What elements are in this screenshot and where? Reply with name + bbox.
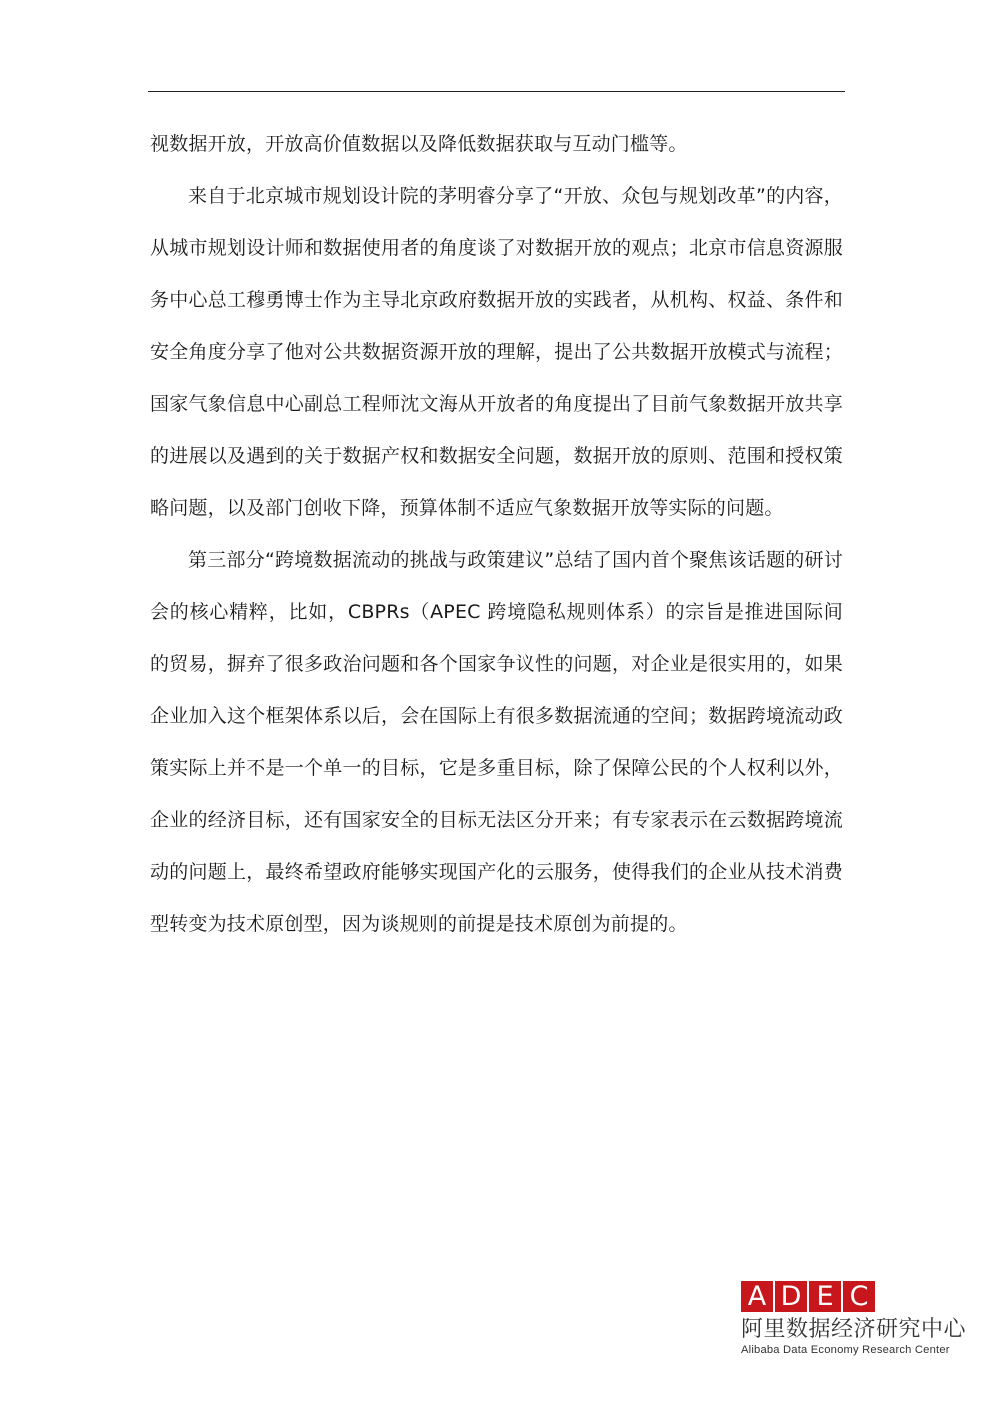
adec-logo [741, 1281, 976, 1357]
logo-chinese-name: 阿里数据经济研究中心 [741, 1317, 967, 1342]
logo-english-name: Alibaba Data Economy Research Center [741, 1344, 950, 1356]
document-body [150, 118, 843, 950]
paragraph-cross-border: 第三部分“跨境数据流动的挑战与政策建议”总结了国内首个聚焦该话题的研讨会的核心精粹，比如，CBPRs（APEC 跨境隐私规则体系）的宗旨是推进国际间的贸易，摒弃了很多政治问题和各个国家争议性的问题，对企业是很实用的，如果企业加入这个框架体系以后，会在国际上有很多数据流通的空间；数据跨境流动政策实际上并不是一个单一的目标，它是多重目标，除了保障公民的个人权利以外，企业的经济目标，还有国家安全的目标无法区分开来；有专家表示在云数据跨境流动的问题上，最终希望政府能够实现国产化的云服务，使得我们的企业从技术消费型转变为技术原创型，因为谈规则的前提是技术原创为前提的。 [150, 549, 843, 935]
paragraph-continuation: 视数据开放，开放高价值数据以及降低数据获取与互动门槛等。 [150, 133, 688, 155]
paragraph-sharing-speakers: 来自于北京城市规划设计院的茅明睿分享了“开放、众包与规划改革”的内容，从城市规划设计师和数据使用者的角度谈了对数据开放的观点；北京市信息资源服务中心总工穆勇博士作为主导北京政府数据开放的实践者，从机构、权益、条件和安全角度分享了他对公共数据资源开放的理解，提出了公共数据开放模式与流程；国家气象信息中心副总工程师沈文海从开放者的角度提出了目前气象数据开放共享的进展以及遇到的关于数据产权和数据安全问题，数据开放的原则、范围和授权策略问题，以及部门创收下降，预算体制不适应气象数据开放等实际的问题。 [150, 185, 843, 519]
logo-letter-boxes [741, 1281, 976, 1312]
logo-letter-d: D [775, 1281, 807, 1312]
logo-letter-c: C [843, 1281, 875, 1312]
logo-letter-a: A [741, 1281, 773, 1312]
logo-letter-e: E [809, 1281, 841, 1312]
header-rule [148, 91, 845, 92]
